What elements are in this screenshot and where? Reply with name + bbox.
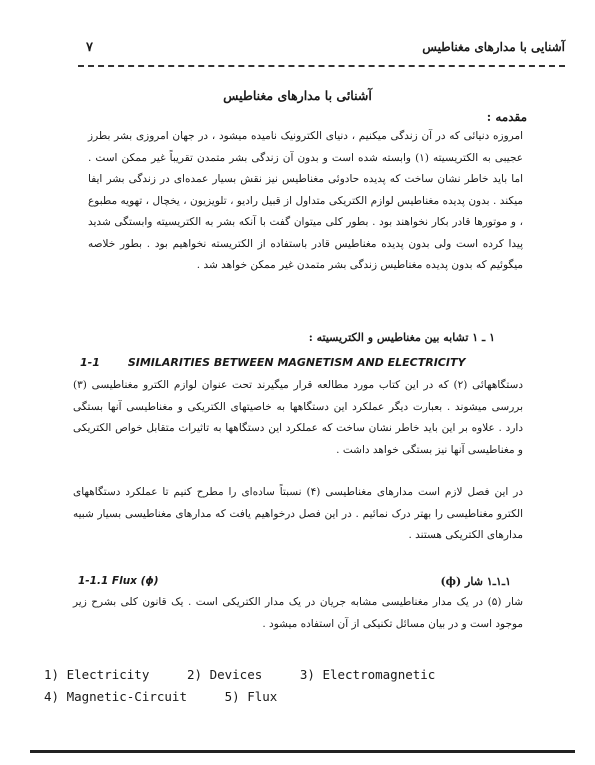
section-paragraph-2: در این فصل لازم است مدارهای مغناطیسی (۴) نسبتاً ساده‌ای را مطرح کنیم تا عملکرد دستگاههای الکترو مغناطیسی را بهتر درک نمائیم . در این فصل درخواهیم یافت که مدارهای مغناطیسی بسیار شبیه مدارهای الکتریکی هستند . [73,486,523,541]
header-divider [78,65,565,67]
intro-paragraph: امروزه دنیائی که در آن زندگی میکنیم ، دنیای الکترونیک نامیده میشود ، در جهان امروزی بشر بطرز عجیبی به الکتریسیته (۱) وابسته شده است و بدون آن زندگی بشر متمدن تقریباً غیر ممکن است . اما باید خاطر نشان ساخت که پدیده حادوئی مغناطیس نیز نقش بسیار عمده‌ای در زندگی بشر ایفا میکند . بدون پدیده مغناطیس لوازم الکتریکی متداول از قبیل رادیو ، تلویزیون ، یخچال ، تهویه مطبوع ، و موتورها قادر بکار نخواهند بود . بطور کلی میتوان گفت با آنکه بشر به الکتریسیته وابستگی شدید پیدا کرده است ولی بدون پدیده مغناطیس قادر باستفاده از الکتریسته نخواهیم بود . بطور خلاصه میگوئیم که بدون پدیده مغناطیس زندگی بشر متمدن غیر ممکن خواهد شد . [88,130,523,271]
footnote-line-1: 1) Electricity 2) Devices 3) Electromagnetic [44,667,436,682]
section-title-en [80,356,519,369]
section-title-fa: ۱ ـ ۱ تشابه بین مغناطیس و الکتریسیته : [308,331,495,344]
subsection-title-en: 1-1.1 Flux (ϕ) [78,575,159,587]
footnotes [44,664,564,708]
subsection-paragraph: شار (۵) در یک مدار مغناطیسی مشابه جریان در یک مدار الکتریکی است . یک قانون کلی بشرح زیر موجود است و در بیان مسائل تکنیکی از آن استفاده میشود . [73,596,523,630]
section-number-en: 1-1 [80,356,100,369]
footnote-line-2: 4) Magnetic-Circuit 5) Flux [44,689,278,704]
intro-heading: مقدمه : [486,110,527,124]
chapter-title: آشنائی با مدارهای مغناطیس [223,88,372,103]
section-heading-en: SIMILARITIES BETWEEN MAGNETISM AND ELECTRICITY [127,356,466,369]
running-header-title: آشنایی با مدارهای مغناطیس [422,40,565,54]
page-number: ۷ [86,40,93,55]
section-paragraph-1: دستگاههائی (۲) که در این کتاب مورد مطالعه قرار میگیرند تحت عنوان لوازم الکترو مغناطیسی (۳) بررسی میشوند . بعبارت دیگر عملکرد این دستگاهها به خاصیتهای الکتریکی و مغناطیسی آنها بستگی دارد . علاوه بر این باید خاطر نشان ساخت که عملکرد این دستگاهها به تاثیرات متقابل خواص الکتریکی و مغناطیسی آنها نیز بستگی خواهد داشت . [73,379,523,456]
subsection-title-fa: ۱ـ۱ـ۱ شار (ϕ) [440,575,511,588]
page-bottom-rule [30,750,575,753]
